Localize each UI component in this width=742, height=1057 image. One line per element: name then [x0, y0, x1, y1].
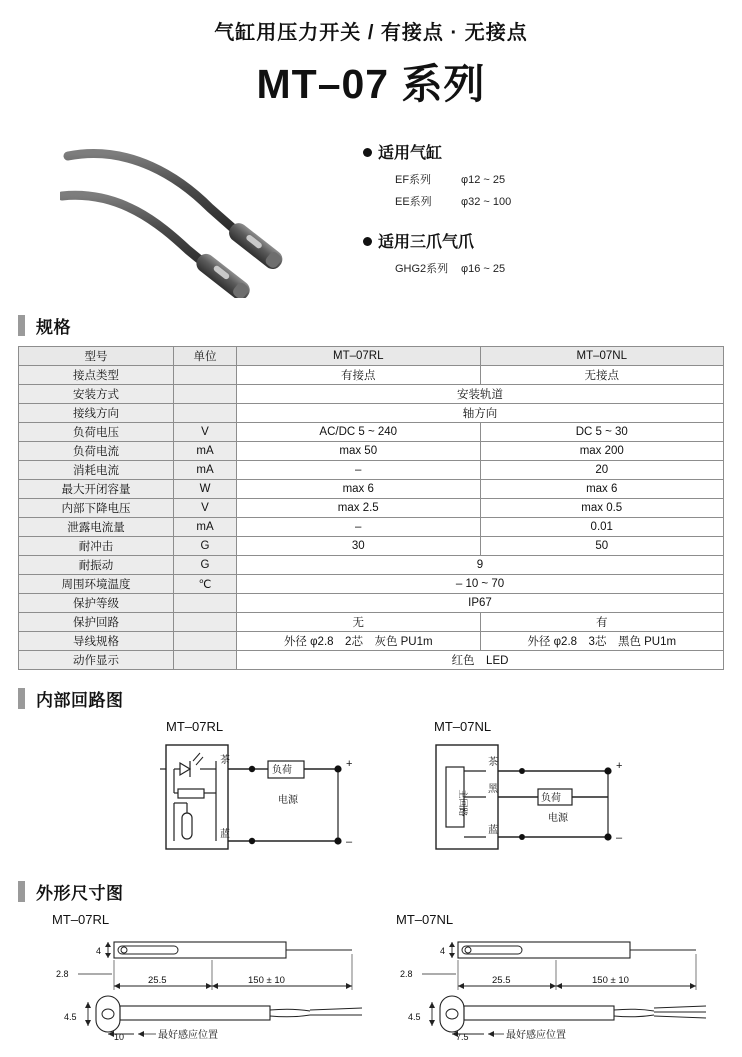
svg-text:最好感应位置: 最好感应位置 [506, 1030, 566, 1041]
circuit-diagram-area [0, 719, 742, 869]
table-cell-rl-value: 30 [237, 537, 481, 556]
table-cell-unit: V [174, 423, 237, 442]
svg-text:4: 4 [440, 946, 446, 956]
table-cell-rl-value: 外径 φ2.8 2芯 灰色 PU1m [237, 632, 481, 651]
svg-text:+: + [346, 758, 353, 770]
table-cell-rl-value: – [237, 461, 481, 480]
table-row [19, 499, 724, 518]
table-row [19, 423, 724, 442]
dimension-drawing-left [52, 930, 382, 1050]
svg-text:主回路: 主回路 [458, 789, 468, 817]
svg-text:负荷: 负荷 [541, 793, 561, 804]
table-cell-nl-value: 无接点 [480, 366, 724, 385]
table-cell-unit: G [174, 537, 237, 556]
svg-text:7.5: 7.5 [456, 1032, 469, 1042]
circuit-left-model-label: MT–07RL [166, 719, 224, 734]
table-row [19, 537, 724, 556]
table-header-cell: MT–07RL [237, 347, 481, 366]
applicable-cylinder-heading [363, 140, 693, 163]
header-subtitle: 气缸用压力开关 / 有接点 · 无接点 [214, 22, 528, 44]
table-cell-unit: mA [174, 518, 237, 537]
circuit-right-model-label: MT–07NL [434, 719, 492, 734]
svg-text:4.5: 4.5 [64, 1012, 77, 1022]
table-cell-name: 保护等级 [19, 594, 174, 613]
spec-table [18, 346, 724, 670]
svg-text:蓝: 蓝 [220, 829, 230, 840]
table-cell-merged-value: 红色 LED [237, 651, 724, 670]
applicable-cylinder-label: 适用气缸 [378, 145, 443, 162]
table-cell-nl-value: max 6 [480, 480, 724, 499]
table-cell-rl-value: 有接点 [237, 366, 481, 385]
svg-text:4: 4 [96, 946, 102, 956]
dimension-diagram-area [0, 912, 742, 1057]
svg-text:25.5: 25.5 [492, 975, 511, 986]
table-row [19, 556, 724, 575]
table-cell-name: 消耗电流 [19, 461, 174, 480]
section-title-spec: 规格 [36, 318, 71, 337]
table-cell-merged-value: 轴方向 [237, 404, 724, 423]
table-cell-unit [174, 366, 237, 385]
table-cell-name: 负荷电流 [19, 442, 174, 461]
table-cell-merged-value: 9 [237, 556, 724, 575]
dimension-right-model-label: MT–07NL [396, 912, 454, 927]
table-header-cell: 单位 [174, 347, 237, 366]
applicable-gripper-label: 适用三爪气爪 [378, 234, 475, 251]
table-row [19, 575, 724, 594]
dimension-left-model-label: MT–07RL [52, 912, 110, 927]
page-title: MT–07 系列 [256, 61, 486, 107]
table-cell-unit [174, 385, 237, 404]
product-photo [60, 138, 350, 298]
page-header [0, 0, 742, 110]
table-header-row [19, 347, 724, 366]
table-cell-nl-value: 外径 φ2.8 3芯 黑色 PU1m [480, 632, 724, 651]
table-cell-name: 接线方向 [19, 404, 174, 423]
table-cell-rl-value: max 6 [237, 480, 481, 499]
table-row [19, 385, 724, 404]
svg-text:电源: 电源 [278, 795, 298, 806]
svg-text:10: 10 [114, 1032, 125, 1042]
table-cell-unit [174, 594, 237, 613]
table-header-cell: MT–07NL [480, 347, 724, 366]
cylinder-series-value: φ12 ~ 25 [461, 174, 506, 186]
table-cell-unit [174, 613, 237, 632]
table-cell-name: 最大开闭容量 [19, 480, 174, 499]
section-heading-circuit [18, 686, 742, 711]
table-cell-nl-value: max 200 [480, 442, 724, 461]
svg-text:电源: 电源 [548, 813, 568, 824]
section-heading-dimension [18, 879, 742, 904]
table-cell-name: 耐振动 [19, 556, 174, 575]
list-item [395, 193, 693, 209]
table-row [19, 461, 724, 480]
svg-text:150 ± 10: 150 ± 10 [248, 975, 285, 986]
table-row [19, 404, 724, 423]
table-cell-nl-value: DC 5 ~ 30 [480, 423, 724, 442]
svg-text:+: + [616, 760, 623, 772]
svg-text:负荷: 负荷 [272, 765, 292, 776]
table-cell-unit: mA [174, 442, 237, 461]
table-cell-unit [174, 651, 237, 670]
circuit-diagram-right [430, 741, 670, 856]
svg-text:茶: 茶 [220, 755, 230, 766]
table-cell-nl-value: 50 [480, 537, 724, 556]
table-row [19, 518, 724, 537]
table-cell-unit: ℃ [174, 575, 237, 594]
section-bar-icon [18, 315, 25, 336]
section-heading-spec [18, 313, 742, 338]
svg-text:–: – [616, 832, 623, 844]
svg-text:4.5: 4.5 [408, 1012, 421, 1022]
svg-text:黑: 黑 [488, 784, 498, 795]
dimension-drawing-right [396, 930, 726, 1050]
svg-text:–: – [346, 836, 353, 848]
svg-text:150 ± 10: 150 ± 10 [592, 975, 629, 986]
table-cell-name: 动作显示 [19, 651, 174, 670]
cylinder-series-name: EE系列 [395, 196, 432, 208]
svg-text:2.8: 2.8 [56, 969, 69, 979]
list-item [395, 260, 693, 276]
table-cell-name: 泄露电流量 [19, 518, 174, 537]
cylinder-series-name: EF系列 [395, 174, 432, 186]
table-row [19, 651, 724, 670]
table-cell-merged-value: IP67 [237, 594, 724, 613]
table-cell-name: 内部下降电压 [19, 499, 174, 518]
table-cell-unit: G [174, 556, 237, 575]
table-cell-name: 耐冲击 [19, 537, 174, 556]
svg-text:最好感应位置: 最好感应位置 [158, 1030, 218, 1041]
table-cell-rl-value: 无 [237, 613, 481, 632]
table-cell-rl-value: max 50 [237, 442, 481, 461]
section-title-dimension: 外形尺寸图 [36, 884, 124, 903]
table-cell-merged-value: 安装轨道 [237, 385, 724, 404]
table-header-cell: 型号 [19, 347, 174, 366]
table-row [19, 594, 724, 613]
gripper-series-value: φ16 ~ 25 [461, 263, 506, 275]
table-cell-nl-value: max 0.5 [480, 499, 724, 518]
gripper-series-name: GHG2系列 [395, 263, 449, 275]
table-cell-name: 导线规格 [19, 632, 174, 651]
table-cell-unit: mA [174, 461, 237, 480]
table-cell-merged-value: – 10 ~ 70 [237, 575, 724, 594]
svg-text:茶: 茶 [488, 757, 498, 768]
section-title-circuit: 内部回路图 [36, 691, 124, 710]
table-row [19, 613, 724, 632]
list-item [395, 171, 693, 187]
table-row [19, 366, 724, 385]
table-cell-unit: V [174, 499, 237, 518]
table-cell-unit [174, 632, 237, 651]
section-bar-icon [18, 881, 25, 902]
bullet-icon [363, 237, 372, 246]
table-cell-name: 接点类型 [19, 366, 174, 385]
table-cell-name: 保护回路 [19, 613, 174, 632]
table-cell-rl-value: max 2.5 [237, 499, 481, 518]
svg-text:25.5: 25.5 [148, 975, 167, 986]
svg-text:2.8: 2.8 [400, 969, 413, 979]
circuit-diagram-left [160, 741, 400, 856]
table-cell-unit [174, 404, 237, 423]
svg-text:蓝: 蓝 [488, 825, 498, 836]
table-cell-nl-value: 0.01 [480, 518, 724, 537]
table-cell-name: 周围环境温度 [19, 575, 174, 594]
bullet-icon [363, 148, 372, 157]
cylinder-series-value: φ32 ~ 100 [461, 196, 512, 208]
table-row [19, 480, 724, 499]
table-cell-rl-value: AC/DC 5 ~ 240 [237, 423, 481, 442]
table-cell-name: 负荷电压 [19, 423, 174, 442]
table-cell-rl-value: – [237, 518, 481, 537]
applicable-gripper-heading [363, 229, 693, 252]
table-cell-nl-value: 20 [480, 461, 724, 480]
spec-table-wrap [18, 346, 724, 670]
table-cell-name: 安装方式 [19, 385, 174, 404]
table-row [19, 442, 724, 461]
table-cell-unit: W [174, 480, 237, 499]
intro-area [0, 128, 742, 313]
table-row [19, 632, 724, 651]
application-block [363, 140, 693, 282]
table-cell-nl-value: 有 [480, 613, 724, 632]
section-bar-icon [18, 688, 25, 709]
